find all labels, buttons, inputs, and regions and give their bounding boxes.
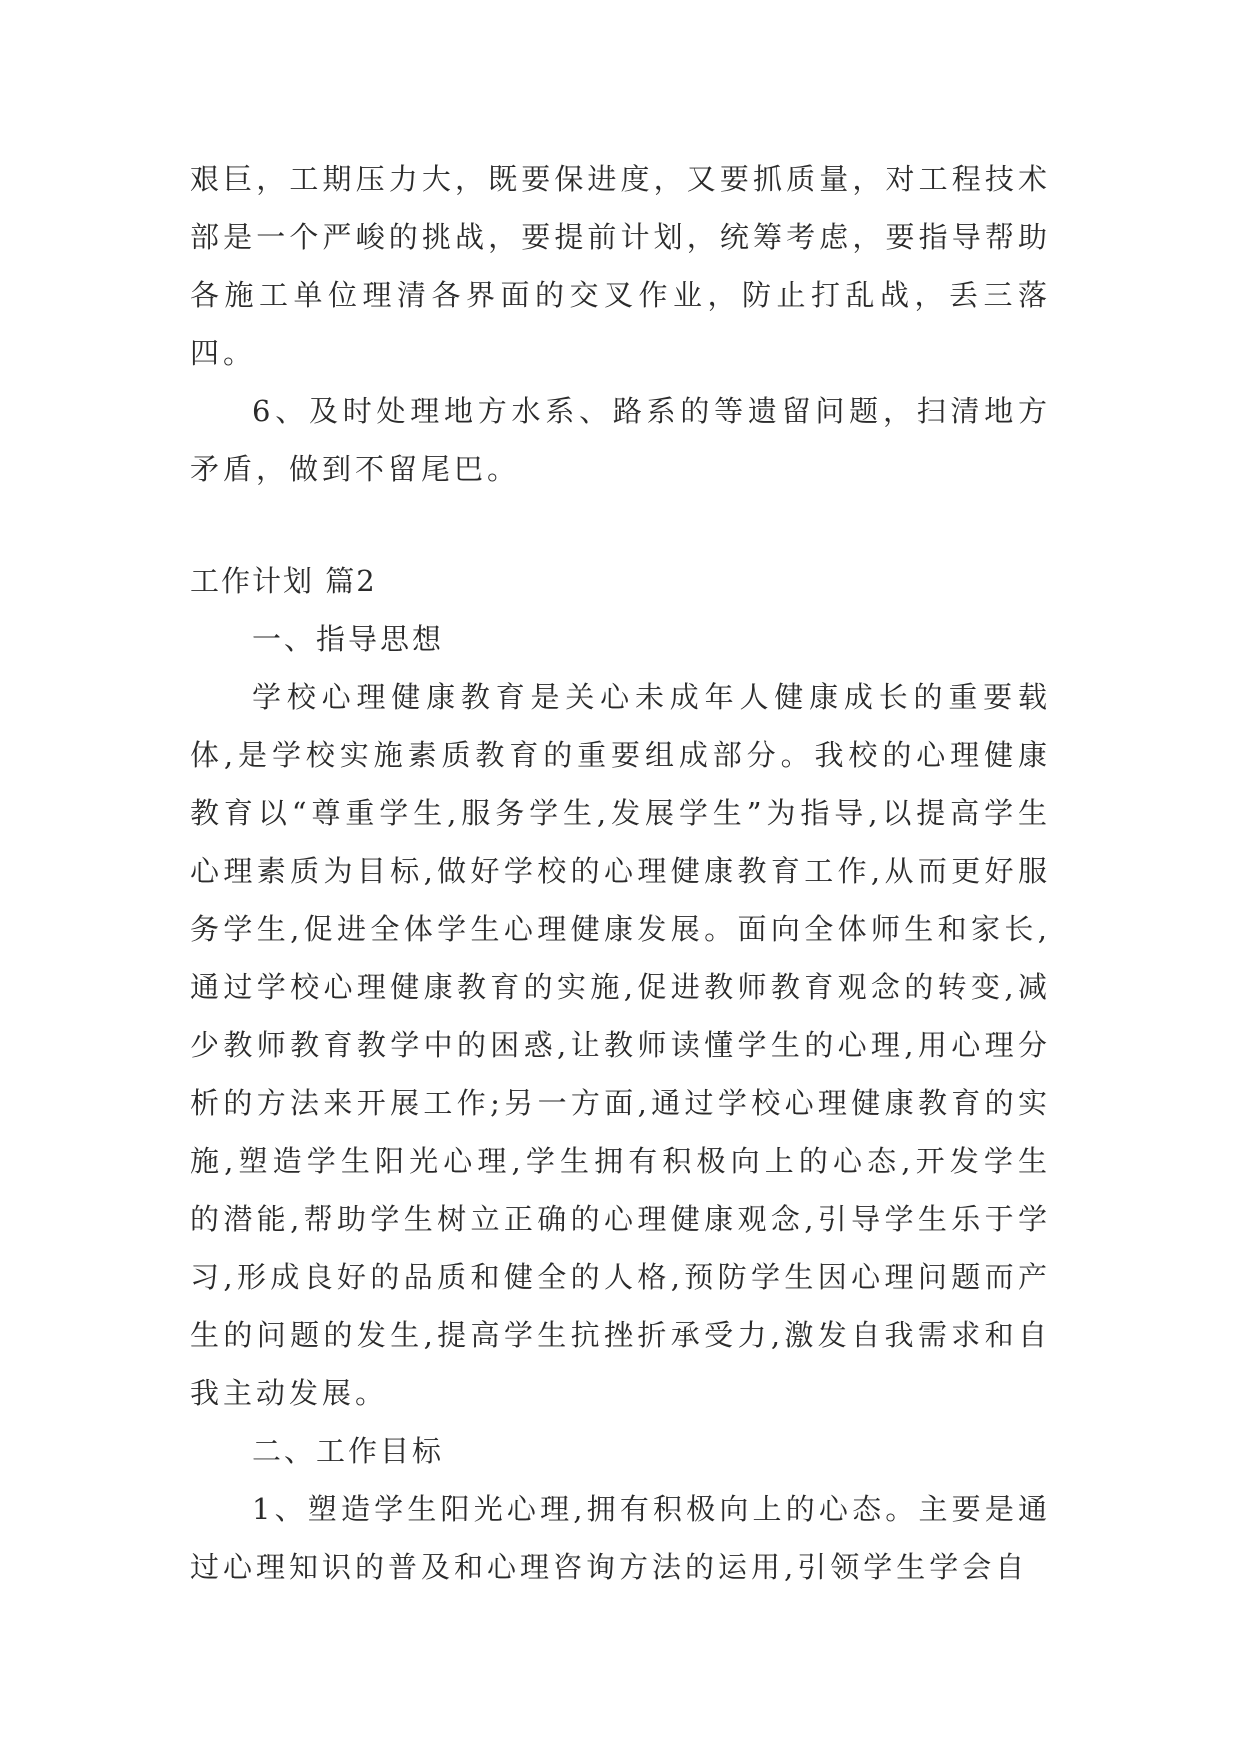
item-6-paragraph: 6、及时处理地方水系、路系的等遗留问题，扫清地方矛盾，做到不留尾巴。 — [190, 394, 1051, 486]
guiding-ideology-heading: 一、指导思想 — [252, 622, 445, 656]
continuation-paragraph: 艰巨，工期压力大，既要保进度，又要抓质量，对工程技术部是一个严峻的挑战，要提前计划，统筹考虑，要指导帮助各施工单位理清各界面的交叉作业，防止打乱战，丢三落四。 — [190, 162, 1051, 370]
work-goals-paragraph: 1、塑造学生阳光心理,拥有积极向上的心态。主要是通过心理知识的普及和心理咨询方法的运用,引领学生学会自 — [190, 1492, 1051, 1584]
section-title: 工作计划 篇2 — [190, 564, 377, 598]
work-goals-heading: 二、工作目标 — [252, 1434, 445, 1468]
guiding-ideology-paragraph: 学校心理健康教育是关心未成年人健康成长的重要载体,是学校实施素质教育的重要组成部分。我校的心理健康教育以“尊重学生,服务学生,发展学生”为指导,以提高学生心理素质为目标,做好学校的心理健康教育工作,从而更好服务学生,促进全体学生心理健康发展。面向全体师生和家长,通过学校心理健康教育的实施,促进教师教育观念的转变,减少教师教育教学中的困惑,让教师读懂学生的心理,用心理分析的方法来开展工作;另一方面,通过学校心理健康教育的实施,塑造学生阳光心理,学生拥有积极向上的心态,开发学生的潜能,帮助学生树立正确的心理健康观念,引导学生乐于学习,形成良好的品质和健全的人格,预防学生因心理问题而产生的问题的发生,提高学生抗挫折承受力,激发自我需求和自我主动发展。 — [190, 680, 1051, 1410]
